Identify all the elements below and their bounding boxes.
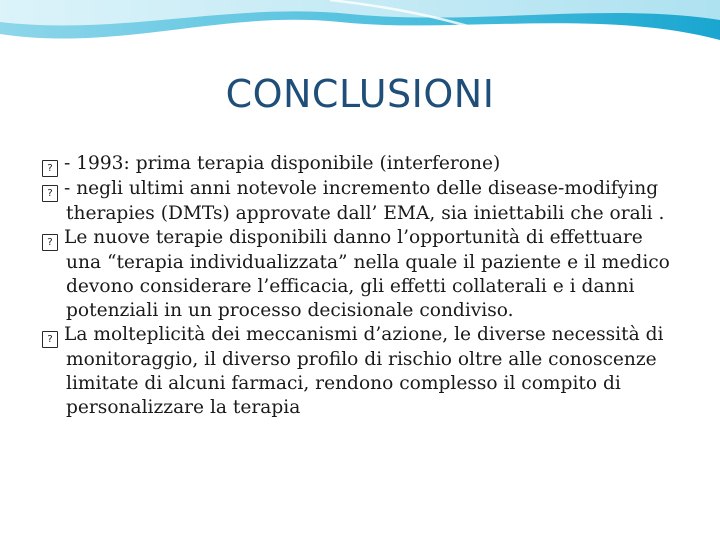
bullet-text: - 1993: prima terapia disponibile (interferone): [64, 153, 501, 174]
header-wave-decoration: [0, 0, 720, 80]
slide-body: [42, 152, 682, 420]
bullet-item: [42, 226, 682, 323]
bullet-item: [42, 177, 682, 226]
bullet-item: [42, 152, 682, 177]
slide-title: CONCLUSIONI: [225, 72, 495, 116]
bullet-text: - negli ultimi anni notevole incremento delle disease-modifying therapies (DMTs) approvate dall’ EMA, sia iniettabili che orali .: [64, 178, 665, 224]
missing-glyph-icon: ?: [42, 234, 58, 251]
bullet-text: La molteplicità dei meccanismi d’azione, le diverse necessità di monitoraggio, il diverso profilo di rischio oltre alle conoscenze limitate di alcuni farmaci, rendono complesso il compito di personalizzare la terapia: [64, 324, 664, 418]
missing-glyph-icon: ?: [42, 160, 58, 177]
bullet-text: Le nuove terapie disponibili danno l’opportunità di effettuare una “terapia individualizzata” nella quale il paziente e il medico devono considerare l’efficacia, gli effetti collaterali e i danni potenziali in un processo decisionale condiviso.: [64, 227, 670, 321]
missing-glyph-icon: ?: [42, 331, 58, 348]
missing-glyph-icon: ?: [42, 185, 58, 202]
bullet-item: [42, 323, 682, 420]
